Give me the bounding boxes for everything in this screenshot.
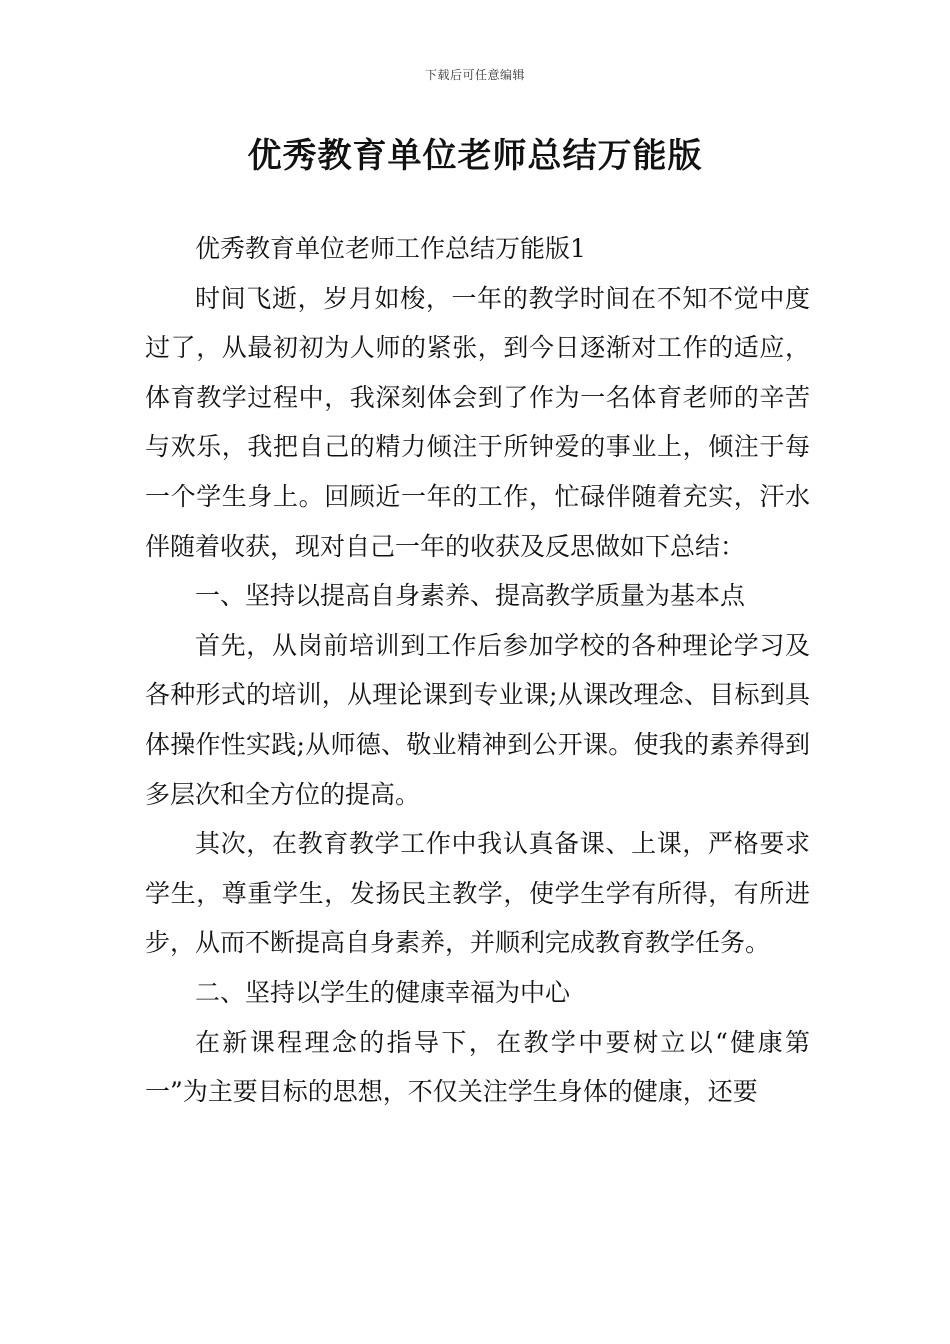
body-paragraph: 其次，在教育教学工作中我认真备课、上课，严格要求学生，尊重学生，发扬民主教学，使学生学有所得，有所进步，从而不断提高自身素养，并顺利完成教育教学任务。 xyxy=(145,829,810,958)
document-body xyxy=(145,224,810,1117)
section-heading: 二、坚持以学生的健康幸福为中心 xyxy=(195,977,571,1007)
header-note: 下载后可任意编辑 xyxy=(424,68,525,82)
body-paragraph: 在新课程理念的指导下，在教学中要树立以“健康第一”为主要目标的思想，不仅关注学生身体的健康，还要 xyxy=(145,1027,810,1107)
document-title: 优秀教育单位老师总结万能版 xyxy=(247,136,703,176)
section-heading: 一、坚持以提高自身素养、提高教学质量为基本点 xyxy=(195,581,746,611)
body-paragraph: 时间飞逝，岁月如梭，一年的教学时间在不知不觉中度过了，从最初初为人师的紧张，到今日逐渐对工作的适应，体育教学过程中，我深刻体会到了作为一名体育老师的辛苦与欢乐，我把自己的精力倾注于所钟爱的事业上，倾注于每一个学生身上。回顾近一年的工作，忙碌伴随着充实，汗水伴随着收获，现对自己一年的收获及反思做如下总结： xyxy=(145,283,810,561)
body-paragraph: 首先，从岗前培训到工作后参加学校的各种理论学习及各种形式的培训，从理论课到专业课;从课改理念、目标到具体操作性实践;从师德、敬业精神到公开课。使我的素养得到多层次和全方位的提高。 xyxy=(145,630,810,809)
subtitle-paragraph: 优秀教育单位老师工作总结万能版1 xyxy=(195,234,586,263)
